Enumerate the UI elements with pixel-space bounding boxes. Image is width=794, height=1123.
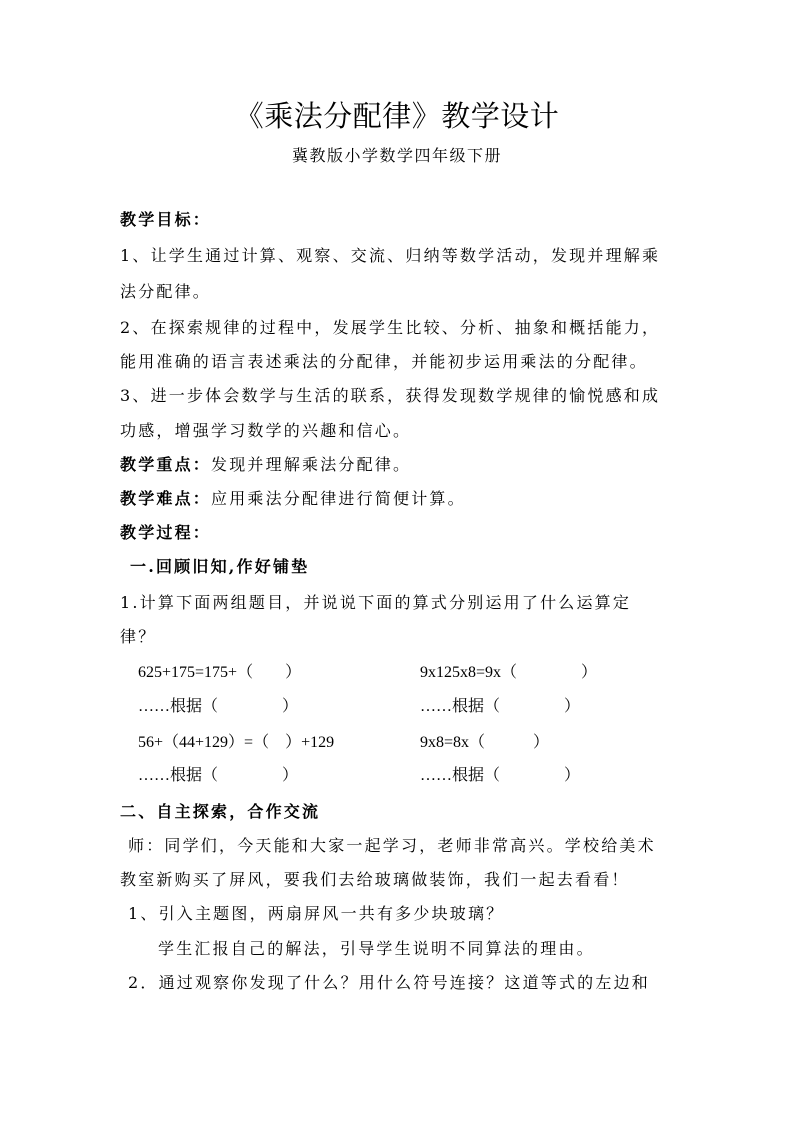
key-point-label: 教学重点： [120,455,212,474]
difficult-point [120,489,466,509]
goals-heading: 教学目标： [120,210,212,229]
step-1: 1、引入主题图，两扇屏风一共有多少块玻璃？ [128,904,505,923]
exercise-3-left: 56+（44+129）=（ ）+129 [138,734,335,751]
goal-1-line-2: 法分配律。 [120,282,212,301]
teacher-line-2: 教室新购买了屏风，要我们去给玻璃做装饰，我们一起去看看！ [120,870,630,889]
exercise-2-left: ……根据（ ） [138,698,299,715]
section-1-task-line-2: 律？ [120,627,157,646]
exercise-4-right: ……根据（ ） [420,767,581,784]
teacher-line-1: 师：同学们，今天能和大家一起学习，老师非常高兴。学校给美术 [128,836,656,855]
section-2-heading: 二、自主探索，合作交流 [120,802,321,821]
difficult-point-text: 应用乘法分配律进行简便计算。 [211,489,466,508]
section-1-heading: 一.回顾旧知,作好铺垫 [130,557,310,576]
goal-3-line-1: 3、进一步体会数学与生活的联系，获得发现数学规律的愉悦感和成 [120,386,661,405]
exercise-4-left: ……根据（ ） [138,767,299,784]
section-1-task-line-1: 1.计算下面两组题目，并说说下面的算式分别运用了什么运算定 [120,593,632,612]
process-heading: 教学过程： [120,523,212,542]
goal-1-line-1: 1、让学生通过计算、观察、交流、归纳等数学活动，发现并理解乘 [120,246,661,265]
difficult-point-label: 教学难点： [120,489,212,508]
key-point-text: 发现并理解乘法分配律。 [211,455,412,474]
exercise-1-right: 9x125x8=9x（ ） [420,664,598,681]
goal-2-line-1: 2、在探索规律的过程中，发展学生比较、分析、抽象和概括能力， [120,318,661,337]
page-title: 《乘法分配律》教学设计 [234,99,560,133]
page-subtitle: 冀教版小学数学四年级下册 [291,146,502,165]
exercise-3-right: 9x8=8x（ ） [420,734,550,751]
key-point [120,455,411,475]
goal-3-line-2: 功感，增强学习数学的兴趣和信心。 [120,421,412,440]
exercise-1-left: 625+175=175+（ ） [138,664,302,681]
exercise-2-right: ……根据（ ） [420,698,581,715]
step-2: 2．通过观察你发现了什么？用什么符号连接？这道等式的左边和 [128,973,650,992]
step-1-note: 学生汇报自己的解法，引导学生说明不同算法的理由。 [158,939,595,958]
goal-2-line-2: 能用准确的语言表述乘法的分配律，并能初步运用乘法的分配律。 [120,352,648,371]
